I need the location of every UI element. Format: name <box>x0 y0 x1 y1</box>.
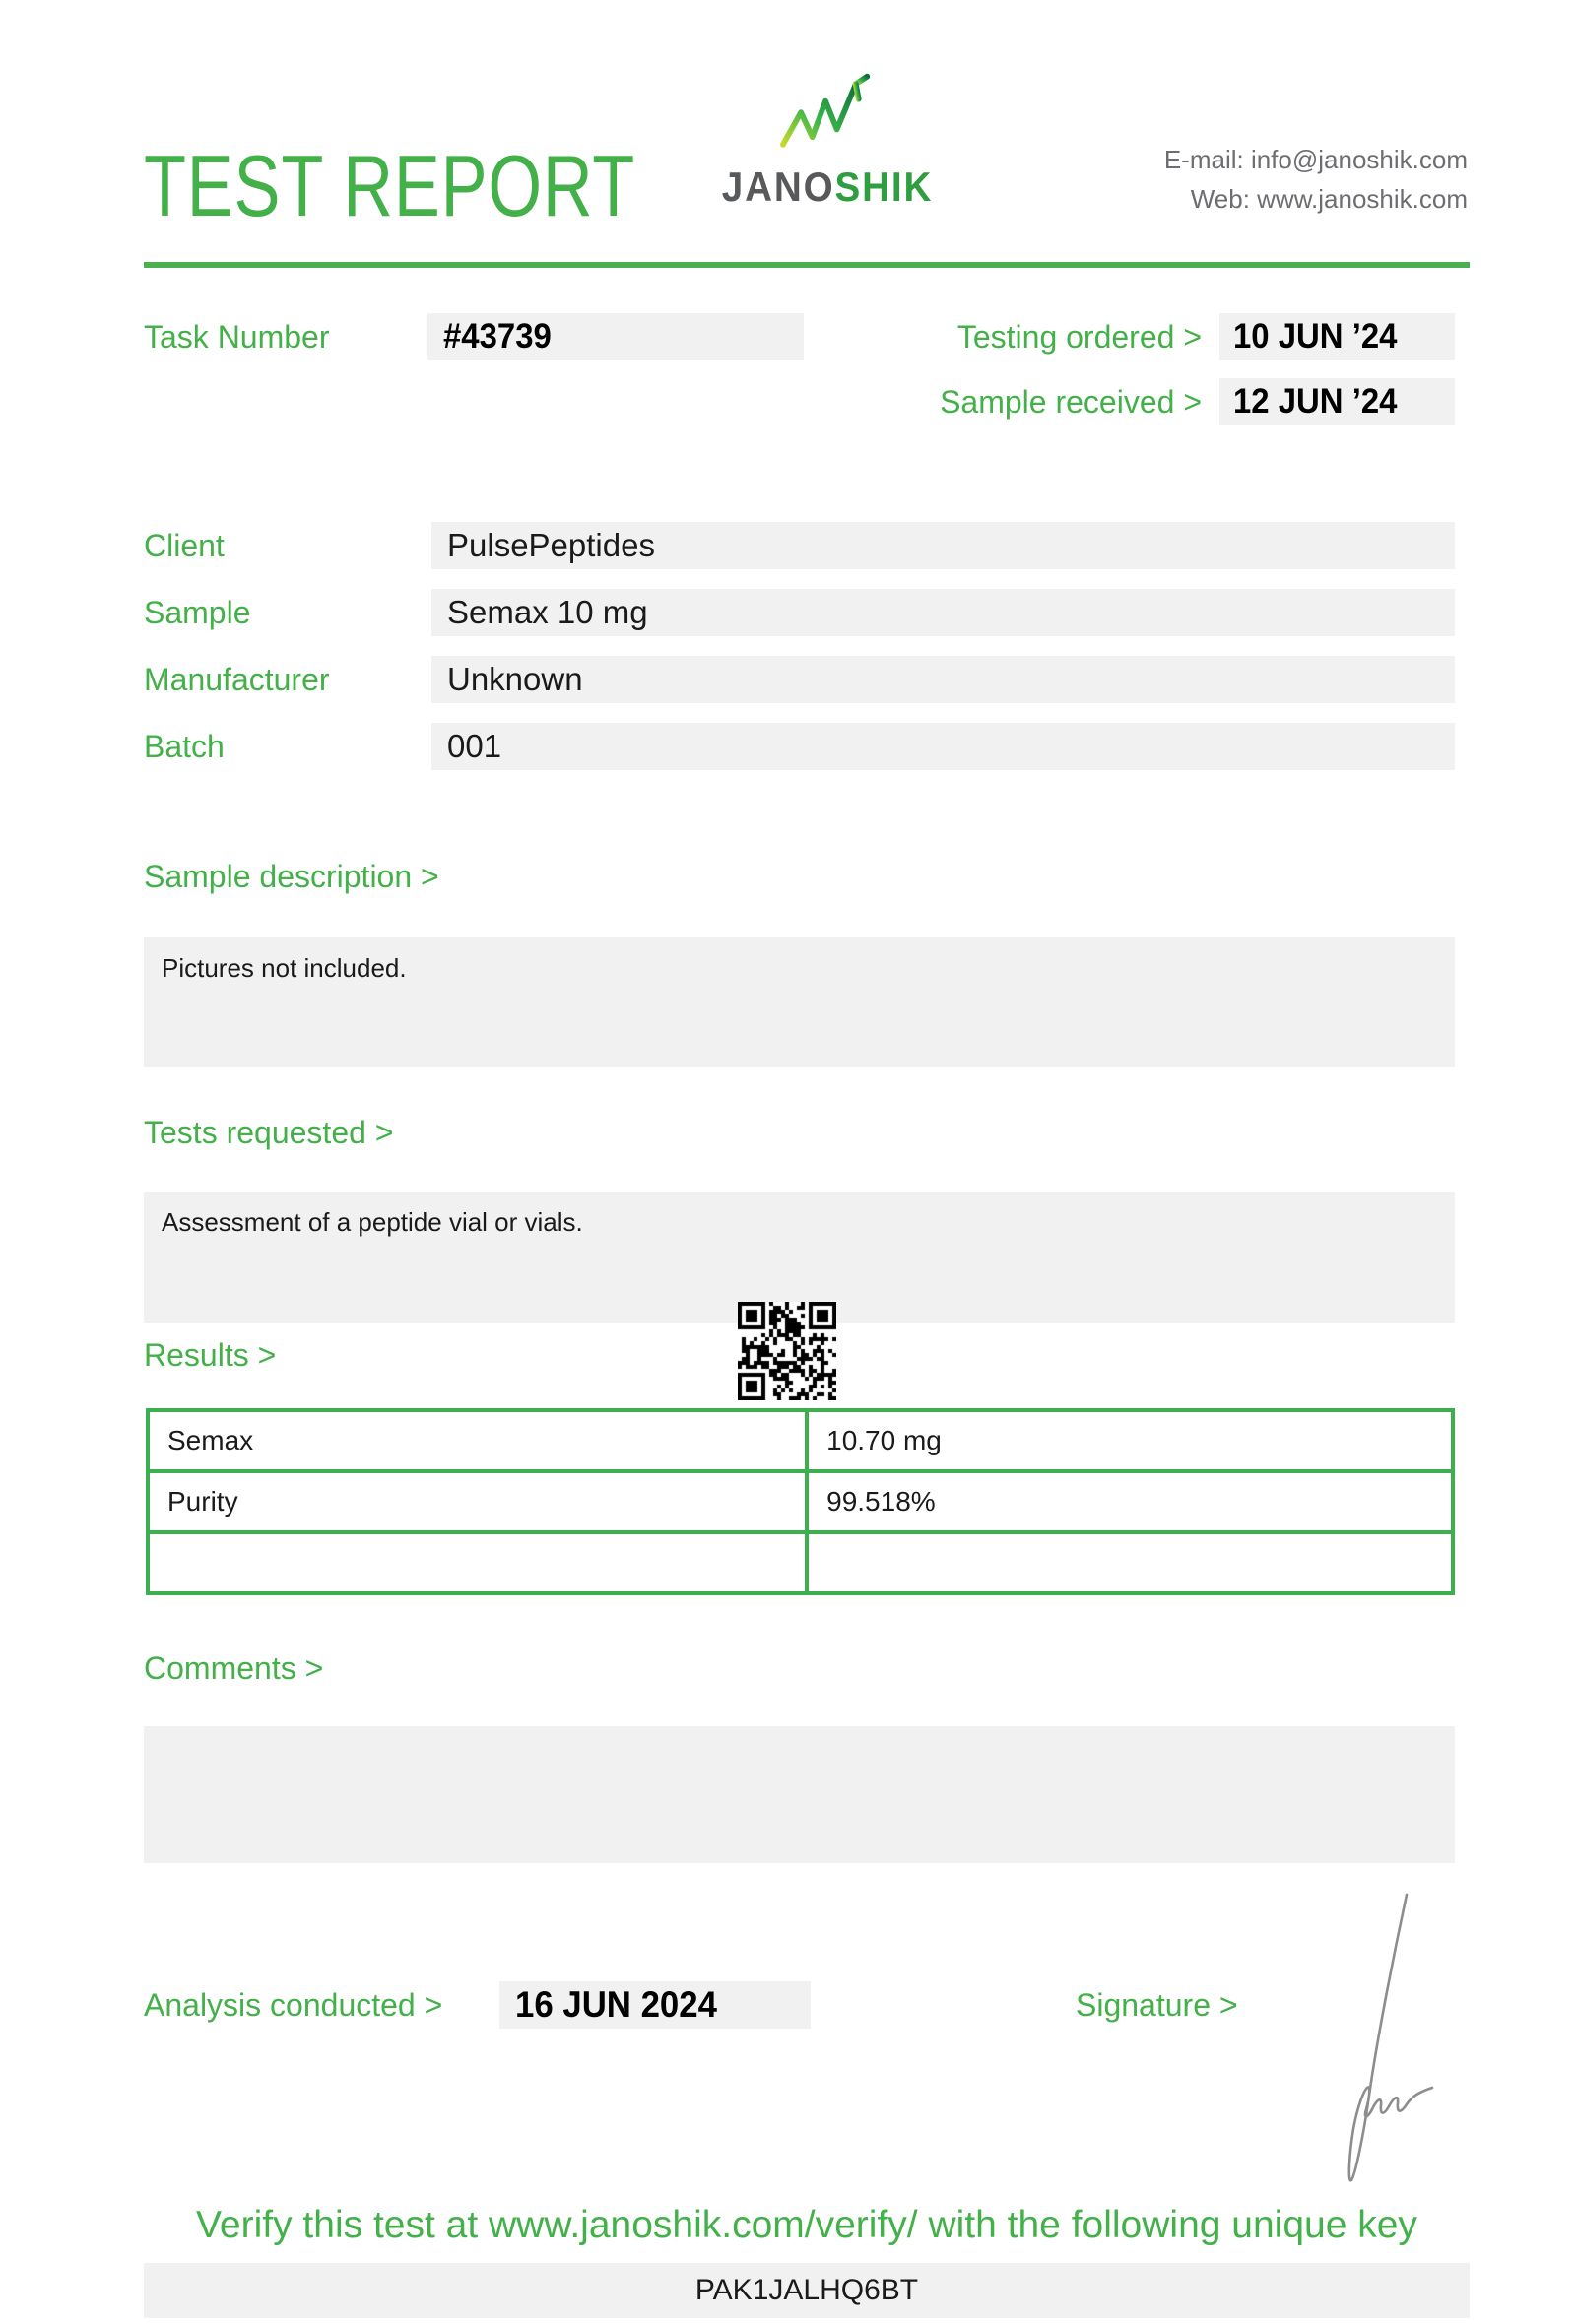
manufacturer-label: Manufacturer <box>144 662 330 697</box>
result-name: Purity <box>148 1471 807 1532</box>
detail-row-sample <box>144 589 1455 636</box>
result-value: 10.70 mg <box>807 1410 1453 1471</box>
batch-label: Batch <box>144 729 225 764</box>
batch-value: 001 <box>447 728 502 764</box>
client-value: PulsePeptides <box>447 527 655 563</box>
results-table <box>146 1408 1455 1595</box>
sample-label: Sample <box>144 595 251 630</box>
contact-email: E-mail: info@janoshik.com <box>1163 145 1468 174</box>
janoshik-logo <box>680 69 975 211</box>
table-row <box>148 1471 1453 1532</box>
result-value: 99.518% <box>807 1471 1453 1532</box>
sample-description-heading: Sample description > <box>144 859 439 894</box>
client-label: Client <box>144 528 225 563</box>
comments-box <box>144 1726 1455 1863</box>
signature-label: Signature > <box>1076 1987 1238 2023</box>
table-row <box>148 1532 1453 1593</box>
tests-requested-box: Assessment of a peptide vial or vials. <box>144 1192 1455 1323</box>
testing-ordered-field <box>1219 313 1455 360</box>
sample-received-label: Sample received > <box>940 384 1202 420</box>
testing-ordered-label: Testing ordered > <box>956 319 1202 355</box>
batch-field <box>431 723 1455 770</box>
sample-received-field <box>1219 378 1455 425</box>
analysis-conducted-label: Analysis conducted > <box>144 1987 443 2023</box>
verify-instruction: Verify this test at www.janoshik.com/verify/ with the following unique key <box>196 2204 1417 2246</box>
table-row <box>148 1410 1453 1471</box>
analysis-date-value: 16 JUN 2024 <box>515 1984 717 2025</box>
contact-info <box>1164 140 1468 219</box>
result-name <box>148 1532 807 1593</box>
comments-heading: Comments > <box>144 1650 324 1686</box>
task-number-field <box>427 313 804 360</box>
testing-ordered-value: 10 JUN ’24 <box>1233 317 1398 355</box>
result-value <box>807 1532 1453 1593</box>
verify-key-field <box>144 2263 1470 2318</box>
client-field <box>431 522 1455 569</box>
task-number-value: #43739 <box>443 317 552 355</box>
qr-code <box>738 1302 836 1400</box>
sample-field <box>431 589 1455 636</box>
tests-requested-heading: Tests requested > <box>144 1115 394 1150</box>
detail-row-client <box>144 522 1455 569</box>
logo-wordmark-suffix: SHIK <box>834 163 934 210</box>
logo-wordmark-prefix: JANO <box>721 163 835 210</box>
manufacturer-value: Unknown <box>447 661 583 697</box>
signature-image <box>1290 1889 1448 2194</box>
manufacturer-field <box>431 656 1455 703</box>
verify-key-value: PAK1JALHQ6BT <box>694 2274 919 2306</box>
task-number-label: Task Number <box>144 319 330 355</box>
contact-web: Web: www.janoshik.com <box>1190 184 1468 214</box>
analysis-date-field <box>499 1981 811 2029</box>
sample-received-value: 12 JUN ’24 <box>1233 382 1398 420</box>
page-title: TEST REPORT <box>144 137 636 234</box>
logo-wordmark <box>691 163 963 211</box>
header-divider <box>144 262 1470 268</box>
results-heading: Results > <box>144 1337 277 1373</box>
result-name: Semax <box>148 1410 807 1471</box>
detail-row-batch <box>144 723 1455 770</box>
growth-chart-icon <box>680 69 975 163</box>
detail-row-manufacturer <box>144 656 1455 703</box>
sample-description-box: Pictures not included. <box>144 937 1455 1067</box>
sample-value: Semax 10 mg <box>447 594 648 630</box>
